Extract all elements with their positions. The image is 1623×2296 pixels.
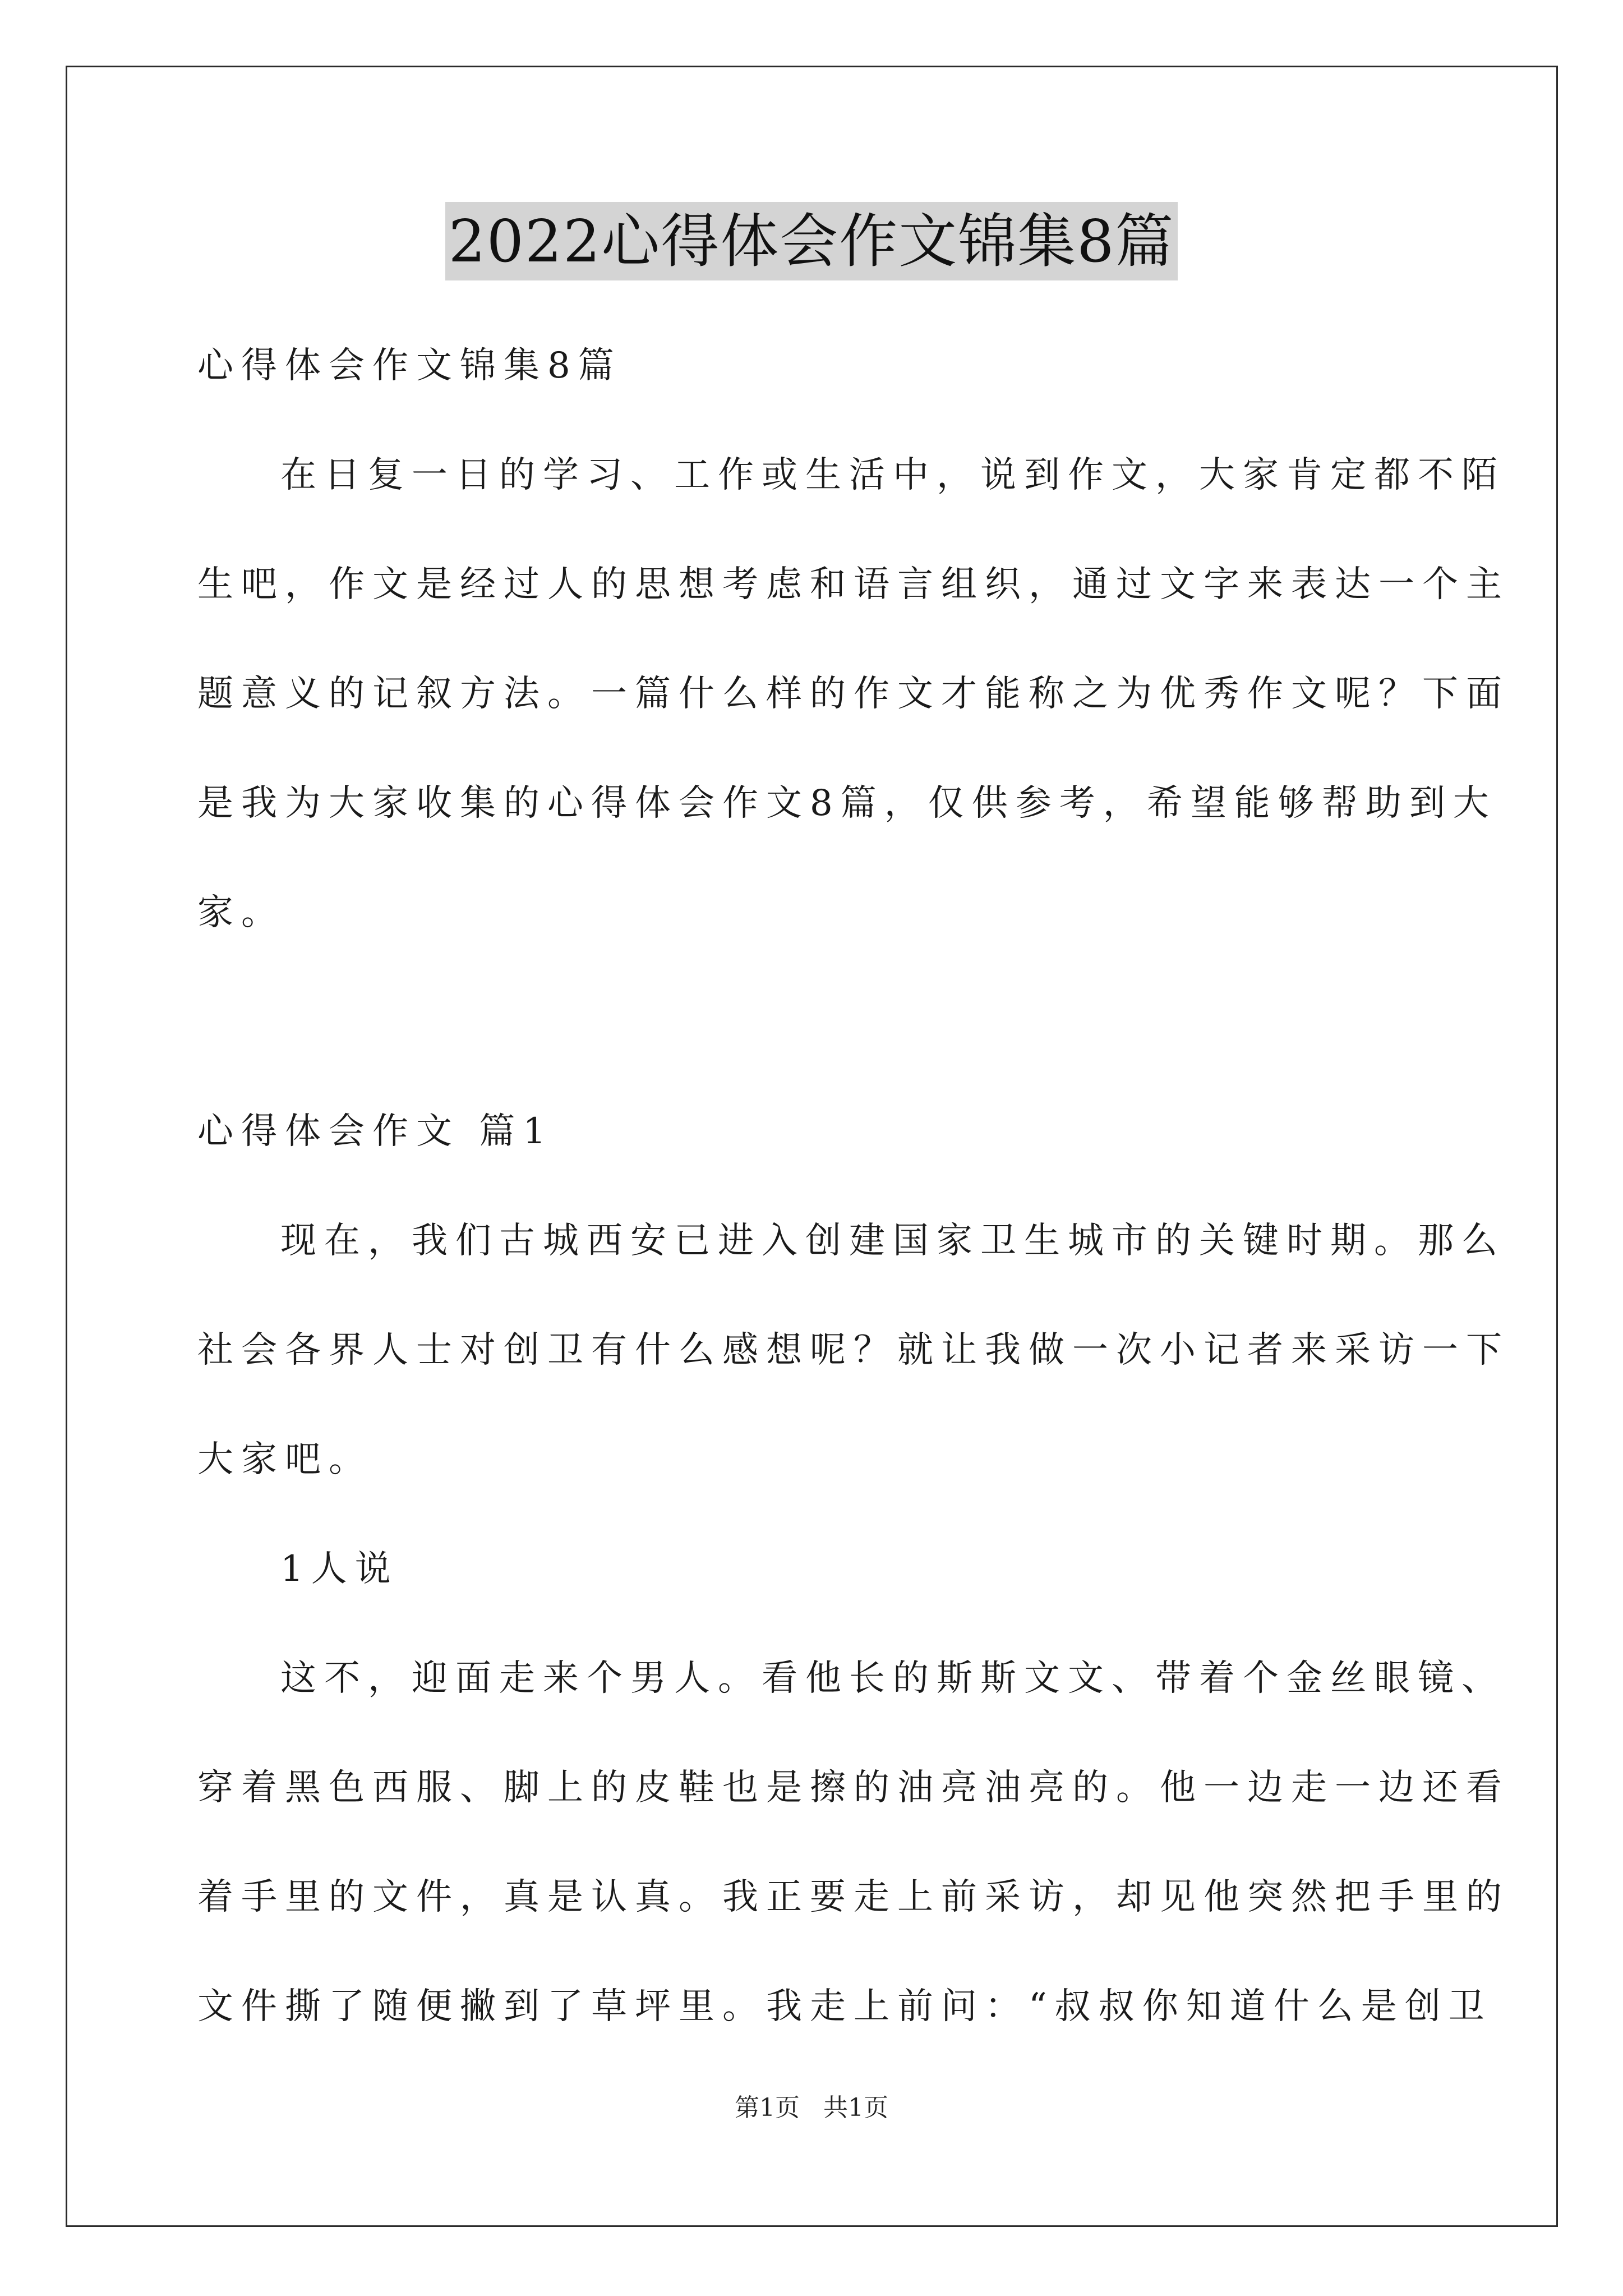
paragraph-line: 着手里的文件，真是认真。我正要走上前采访，却见他突然把手里的 bbox=[197, 1876, 1510, 1918]
page-number: 第1页 共1页 bbox=[735, 2093, 888, 2122]
paragraph-line: 在日复一日的学习、工作或生活中，说到作文，大家肯定都不陌 bbox=[280, 454, 1505, 496]
paragraph-line: 穿着黑色西服、脚上的皮鞋也是擦的油亮油亮的。他一边走一边还看 bbox=[197, 1767, 1510, 1809]
paragraph-line: 大家吧。 bbox=[197, 1439, 372, 1480]
page-footer bbox=[0, 2091, 1623, 2125]
paragraph-line: 是我为大家收集的心得体会作文8篇，仅供参考，希望能够帮助到大 bbox=[197, 783, 1497, 824]
paragraph-line: 生吧，作文是经过人的思想考虑和语言组织，通过文字来表达一个主 bbox=[197, 564, 1510, 605]
paragraph-line: 现在，我们古城西安已进入创建国家卫生城市的关键时期。那么 bbox=[280, 1220, 1505, 1262]
paragraph-line: 家。 bbox=[197, 892, 285, 933]
subtitle-line: 心得体会作文锦集8篇 bbox=[197, 345, 622, 386]
title-block bbox=[0, 202, 1623, 280]
document-body bbox=[197, 311, 1510, 2062]
paragraph-line: 1人说 bbox=[280, 1548, 399, 1590]
blank-line bbox=[197, 968, 1431, 1077]
paragraph-line: 文件撕了随便撇到了草坪里。我走上前问：“叔叔你知道什么是创卫 bbox=[197, 1986, 1492, 2027]
paragraph-line: 这不，迎面走来个男人。看他长的斯斯文文、带着个金丝眼镜、 bbox=[280, 1658, 1505, 1699]
section-heading: 心得体会作文 篇1 bbox=[197, 1111, 554, 1152]
paragraph-line: 题意义的记叙方法。一篇什么样的作文才能称之为优秀作文呢？下面 bbox=[197, 673, 1510, 715]
document-title: 2022心得体会作文锦集8篇 bbox=[445, 202, 1178, 280]
paragraph-line: 社会各界人士对创卫有什么感想呢？就让我做一次小记者来采访一下 bbox=[197, 1329, 1510, 1371]
